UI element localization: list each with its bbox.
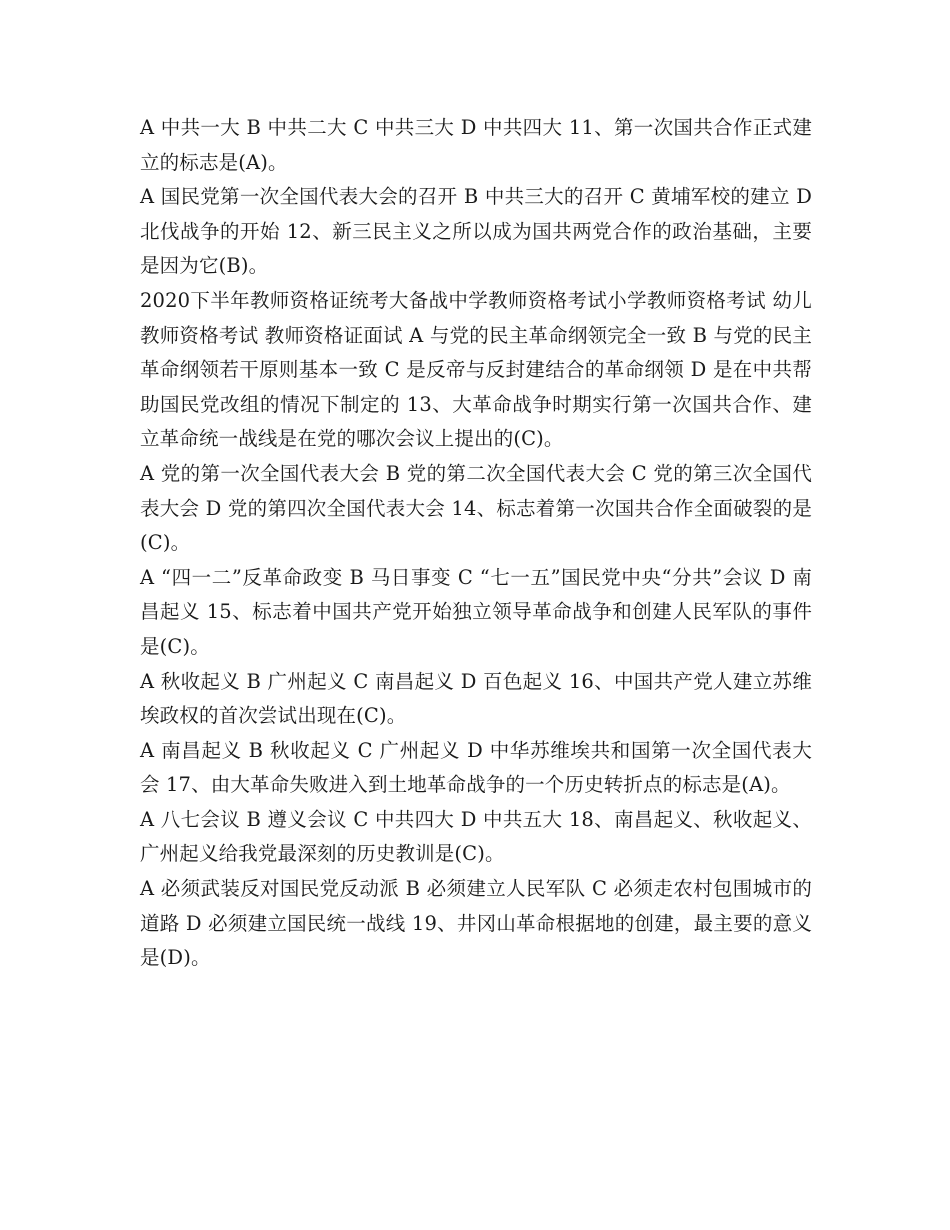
paragraph-q12-options: A 国民党第一次全国代表大会的召开 B 中共三大的召开 C 黄埔军校的建立 D 北伐战争的开始 12、新三民主义之所以成为国共两党合作的政治基础，主要是因为它(B)。 [140,185,812,278]
paragraph-q16-options: A 秋收起义 B 广州起义 C 南昌起义 D 百色起义 16、中国共产党人建立苏维埃政权的首次尝试出现在(C)。 [140,669,812,728]
paragraph-q19-options: A 必须武装反对国民党反动派 B 必须建立人民军队 C 必须走农村包围城市的道路 D 必须建立国民统一战线 19、井冈山革命根据地的创建，最主要的意义是(D)。 [140,877,812,970]
paragraph-q11-options: A 中共一大 B 中共二大 C 中共三大 D 中共四大 11、第一次国共合作正式建立的标志是(A)。 [140,116,812,174]
paragraph-q13-options: 2020下半年教师资格证统考大备战中学教师资格考试小学教师资格考试 幼儿教师资格考试 教师资格证面试 A 与党的民主革命纲领完全一致 B 与党的民主革命纲领若干原则基本一致 C 是反帝与反封建结合的革命纲领 D 是在中共帮助国民党改组的情况下制定的 13、大革命战争时期实行第一次国共合作、建立革命统一战线是在党的哪次会议上提出的(C)。 [140,288,812,451]
paragraph-q17-options: A 南昌起义 B 秋收起义 C 广州起义 D 中华苏维埃共和国第一次全国代表大会 17、由大革命失败进入到土地革命战争的一个历史转折点的标志是(A)。 [140,738,812,797]
document-body [140,111,812,976]
paragraph-q14-options: A 党的第一次全国代表大会 B 党的第二次全国代表大会 C 党的第三次全国代表大会 D 党的第四次全国代表大会 14、标志着第一次国共合作全面破裂的是(C)。 [140,461,812,555]
paragraph-q18-options: A 八七会议 B 遵义会议 C 中共四大 D 中共五大 18、南昌起义、秋收起义、广州起义给我党最深刻的历史教训是(C)。 [140,807,812,866]
paragraph-q15-options: A “四一二”反革命政变 B 马日事变 C “七一五”国民党中央“分共”会议 D 南昌起义 15、标志着中国共产党开始独立领导革命战争和创建人民军队的事件是(C)。 [140,565,812,658]
